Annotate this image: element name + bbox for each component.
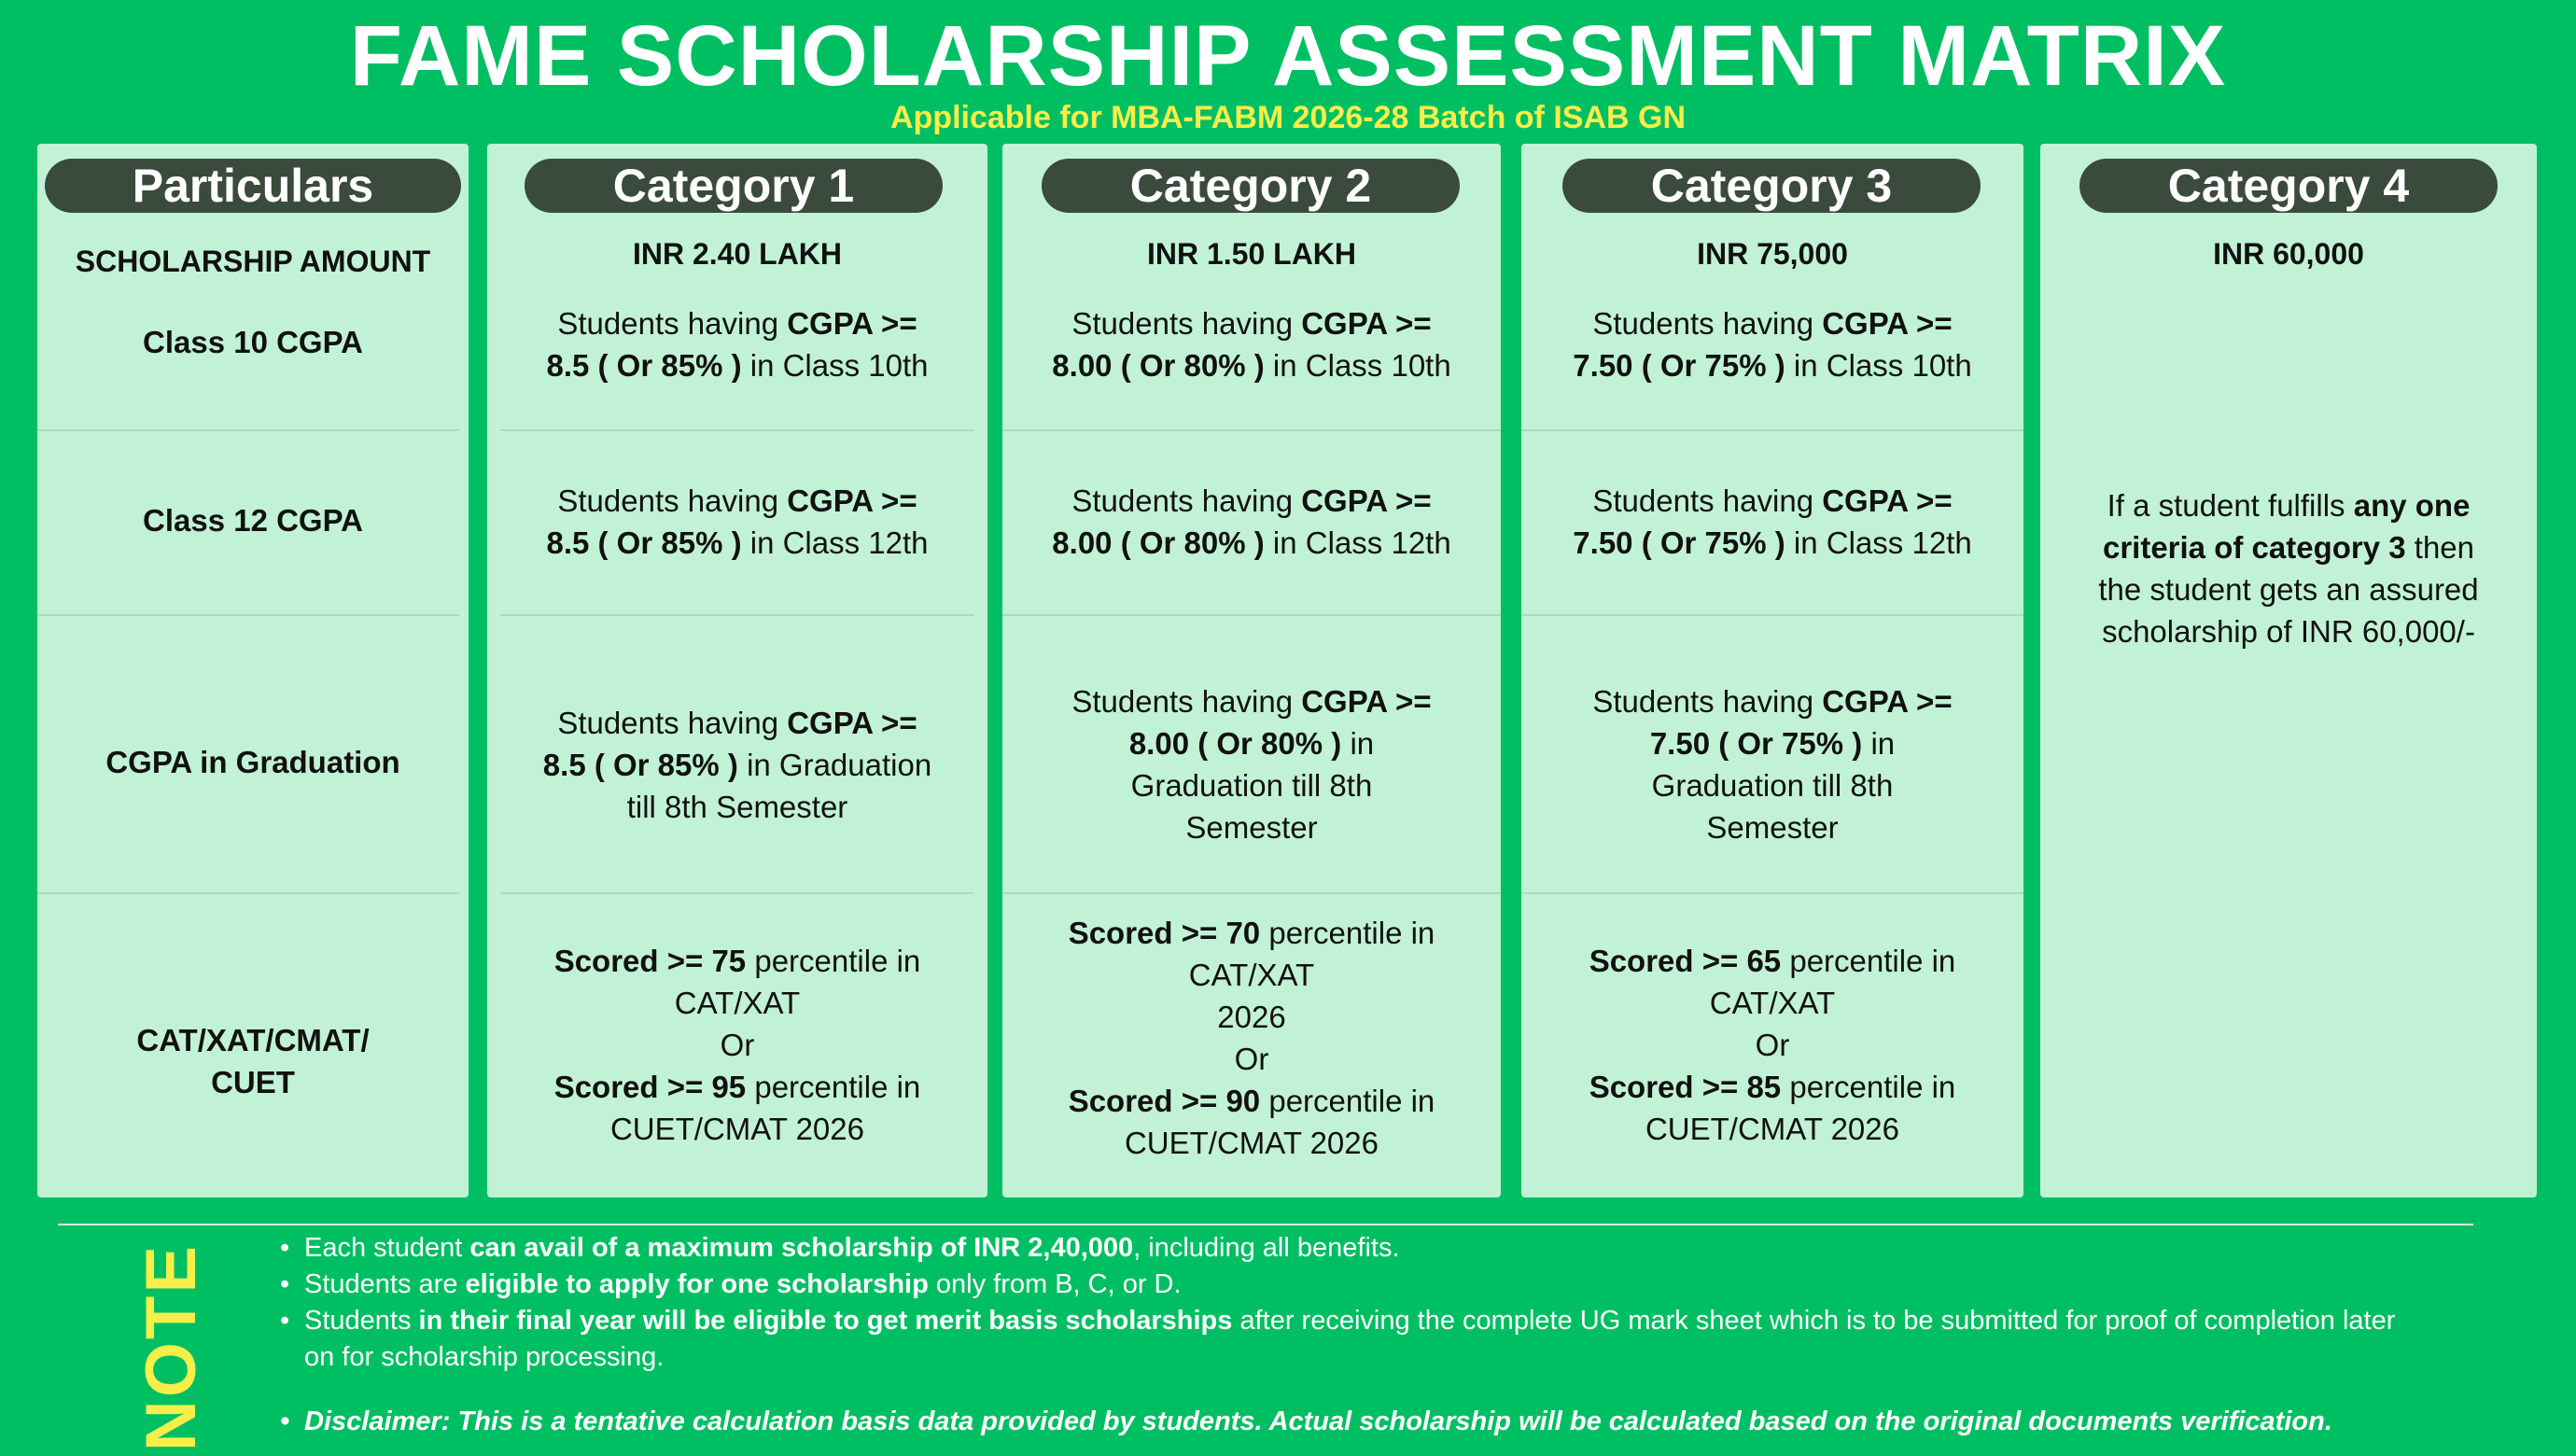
category-2-amount: INR 1.50 LAKH [1146,237,1357,271]
row-label-entrance-exams [37,1019,469,1103]
page-subtitle: Applicable for MBA-FABM 2026-28 Batch of ISAB GN [889,100,1686,135]
category-1-amount: INR 2.40 LAKH [632,237,843,271]
category-2-header: Category 2 [1042,159,1460,213]
category-2-exam-criteria: Scored >= 70 percentile in CAT/XAT 2026 Or Scored >= 90 percentile in CUET/CMAT 2026 [1068,916,1435,1160]
category-3-amount: INR 75,000 [1697,237,1848,271]
row-label-exam-line1: CAT/XAT/CMAT/ [136,1023,370,1057]
category-4-header: Category 4 [2079,159,2498,213]
category-2-class10-criteria: Students having CGPA >= 8.00 ( Or 80% ) in Class 10th [1052,306,1451,383]
row-divider [1521,614,2023,616]
row-label-class12: Class 12 CGPA [143,503,363,538]
category-3-graduation-criteria: Students having CGPA >= 7.50 ( Or 75% ) in Graduation till 8th Semester [1592,684,1953,845]
category-2-column [1002,144,1501,1197]
category-1-column [487,144,987,1197]
category-3-column [1521,144,2023,1197]
row-divider [37,614,459,616]
category-4-column [2040,144,2537,1197]
note-list [280,1230,2427,1440]
note-divider [58,1224,2473,1225]
row-divider [1002,614,1501,616]
row-divider [1002,429,1501,431]
category-3-header: Category 3 [1562,159,1981,213]
row-divider [1002,892,1501,894]
row-divider [500,614,974,616]
particulars-column [37,144,469,1197]
category-3-class12-criteria: Students having CGPA >= 7.50 ( Or 75% ) in Class 12th [1573,483,1972,560]
note-item: • Students are eligible to apply for one scholarship only from B, C, or D. [280,1267,2427,1303]
page-title: FAME SCHOLARSHIP ASSESSMENT MATRIX [349,8,2227,104]
category-2-class12-criteria: Students having CGPA >= 8.00 ( Or 80% ) in Class 12th [1052,483,1451,560]
note-item: • Each student can avail of a maximum scholarship of INR 2,40,000, including all benefits. [280,1230,2427,1267]
scholarship-amount-label: SCHOLARSHIP AMOUNT [75,245,431,278]
row-divider [500,429,974,431]
row-divider [500,892,974,894]
disclaimer: • Disclaimer: This is a tentative calculation basis data provided by students. Actual scholarship will be calculated based on the original documents verification. [280,1404,2427,1440]
note-label: NOTE [132,1242,212,1451]
category-3-class10-criteria: Students having CGPA >= 7.50 ( Or 75% ) in Class 10th [1573,306,1972,383]
row-divider [1521,892,2023,894]
row-divider [37,892,459,894]
particulars-header: Particulars [45,159,461,213]
category-1-class12-criteria: Students having CGPA >= 8.5 ( Or 85% ) in Class 12th [546,483,929,560]
row-label-class10: Class 10 CGPA [143,325,363,359]
category-1-header: Category 1 [525,159,943,213]
category-4-amount: INR 60,000 [2213,237,2364,271]
row-label-graduation: CGPA in Graduation [105,745,400,779]
category-1-exam-criteria: Scored >= 75 percentile in CAT/XAT Or Scored >= 95 percentile in CUET/CMAT 2026 [553,943,921,1146]
category-1-class10-criteria: Students having CGPA >= 8.5 ( Or 85% ) in Class 10th [546,306,929,383]
category-4-rule: If a student fulfills any one criteria of category 3 then the student gets an assured scholarship of INR 60,000/- [2098,488,2479,649]
category-2-graduation-criteria: Students having CGPA >= 8.00 ( Or 80% ) in Graduation till 8th Semester [1071,684,1432,845]
note-item: • Students in their final year will be eligible to get merit basis scholarships after receiving the complete UG mark sheet which is to be submitted for proof of completion later on for scholarship processing. [280,1303,2427,1376]
category-1-graduation-criteria: Students having CGPA >= 8.5 ( Or 85% ) in Graduation till 8th Semester [542,705,932,824]
category-3-exam-criteria: Scored >= 65 percentile in CAT/XAT Or Scored >= 85 percentile in CUET/CMAT 2026 [1589,943,1956,1146]
row-divider [37,429,459,431]
row-label-exam-line2: CUET [211,1065,295,1099]
row-divider [1521,429,2023,431]
